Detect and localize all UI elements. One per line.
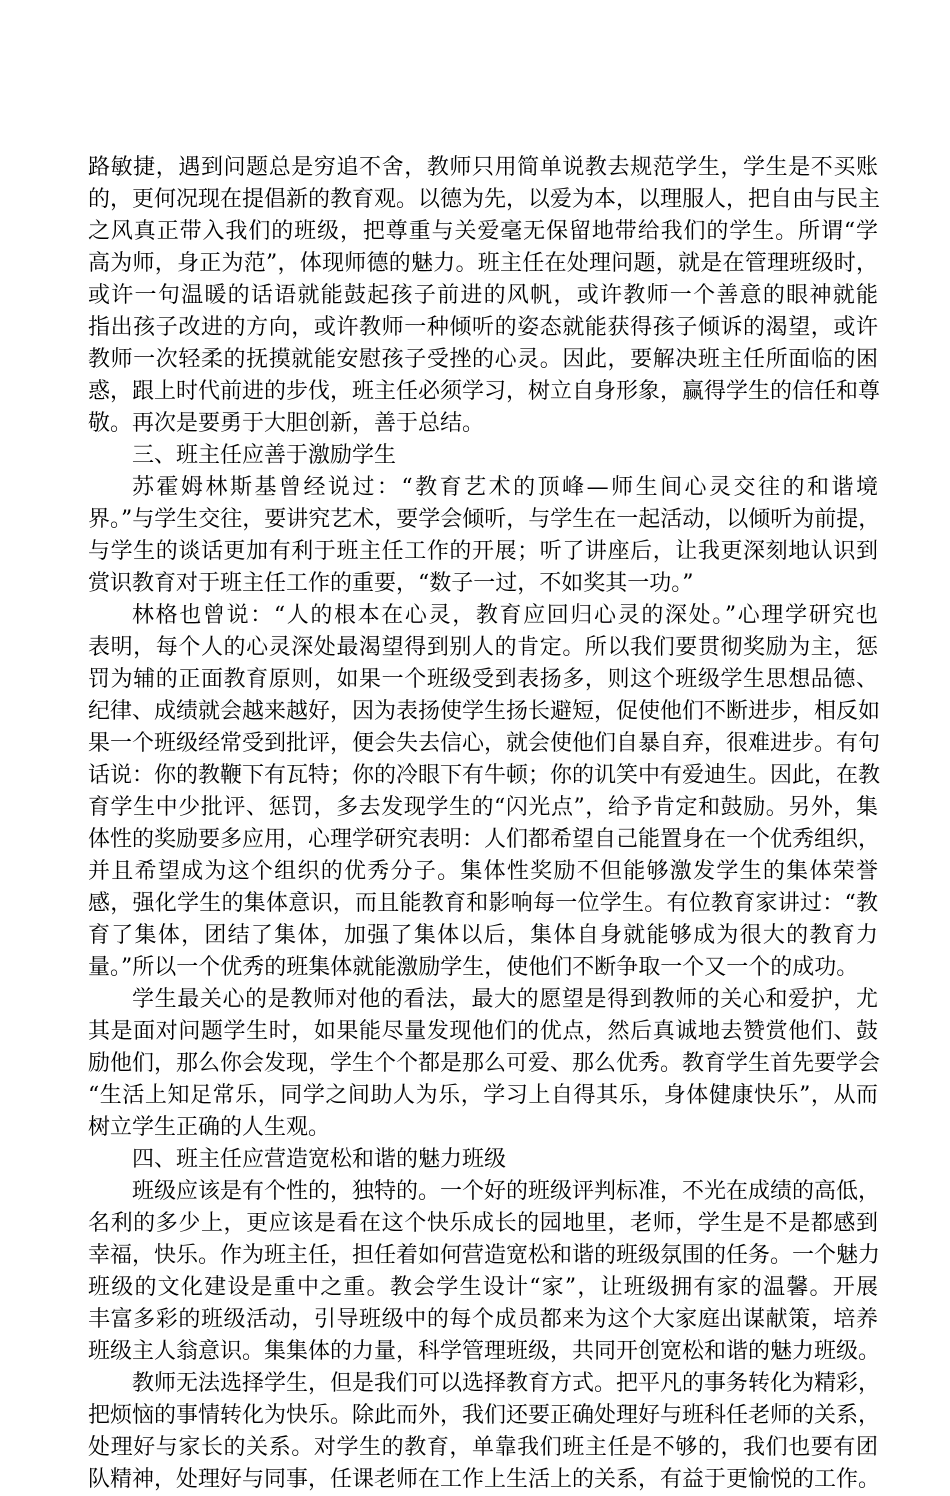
text-line: 体性的奖励要多应用，心理学研究表明：人们都希望自己能置身在一个优秀组织， — [88, 827, 881, 852]
text-line: 励他们，那么你会发现，学生个个都是那么可爱、那么优秀。教育学生首先要学会 — [88, 1051, 881, 1076]
text-line: 四、班主任应营造宽松和谐的魅力班级 — [132, 1147, 507, 1172]
text-line: 队精神，处理好与同事，任课老师在工作上生活上的关系，有益于更愉悦的工作。 — [88, 1467, 881, 1492]
text-line: 话说：你的教鞭下有瓦特；你的冷眼下有牛顿；你的讥笑中有爱迪生。因此，在教 — [88, 763, 881, 788]
text-line: 惑，跟上时代前进的步伐，班主任必须学习，树立自身形象，赢得学生的信任和尊 — [88, 379, 881, 404]
text-line: 界。”与学生交往，要讲究艺术，要学会倾听，与学生在一起活动，以倾听为前提， — [88, 507, 881, 532]
document-page — [88, 152, 881, 1496]
text-line: 把烦恼的事情转化为快乐。除此而外，我们还要正确处理好与班科任老师的关系， — [88, 1403, 881, 1428]
text-line: 量。”所以一个优秀的班集体就能激励学生，使他们不断争取一个又一个的成功。 — [88, 955, 859, 980]
text-line: 班级的文化建设是重中之重。教会学生设计“家”，让班级拥有家的温馨。开展 — [88, 1275, 878, 1300]
text-line: “生活上知足常乐，同学之间助人为乐，学习上自得其乐，身体健康快乐”，从而 — [88, 1083, 878, 1108]
text-line: 幸福，快乐。作为班主任，担任着如何营造宽松和谐的班级氛围的任务。一个魅力 — [88, 1243, 881, 1268]
text-line: 的，更何况现在提倡新的教育观。以德为先，以爱为本，以理服人，把自由与民主 — [88, 187, 881, 212]
text-line: 班级主人翁意识。集集体的力量，科学管理班级，共同开创宽松和谐的魅力班级。 — [88, 1339, 881, 1364]
text-line: 纪律、成绩就会越来越好，因为表扬使学生扬长避短，促使他们不断进步，相反如 — [88, 699, 881, 724]
text-line: 之风真正带入我们的班级，把尊重与关爱毫无保留地带给我们的学生。所谓“学 — [88, 219, 878, 244]
text-line: 果一个班级经常受到批评，便会失去信心，就会使他们自暴自弃，很难进步。有句 — [88, 731, 881, 756]
text-line: 敬。再次是要勇于大胆创新，善于总结。 — [88, 411, 485, 436]
text-line: 指出孩子改进的方向，或许教师一种倾听的姿态就能获得孩子倾诉的渴望，或许 — [88, 315, 878, 340]
text-line: 处理好与家长的关系。对学生的教育，单靠我们班主任是不够的，我们也要有团 — [88, 1435, 878, 1460]
text-line: 树立学生正确的人生观。 — [88, 1115, 331, 1140]
text-line: 其是面对问题学生时，如果能尽量发现他们的优点，然后真诚地去赞赏他们、鼓 — [88, 1019, 878, 1044]
text-line: 感，强化学生的集体意识，而且能教育和影响每一位学生。有位教育家讲过：“教 — [88, 891, 878, 916]
text-line: 丰富多彩的班级活动，引导班级中的每个成员都来为这个大家庭出谋献策，培养 — [88, 1307, 878, 1332]
text-line: 高为师，身正为范”，体现师德的魅力。班主任在处理问题，就是在管理班级时， — [88, 251, 878, 276]
text-line: 林格也曾说：“人的根本在心灵，教育应回归心灵的深处。”心理学研究也 — [132, 603, 878, 628]
text-line: 三、班主任应善于激励学生 — [132, 443, 397, 468]
text-line: 育了集体，团结了集体，加强了集体以后，集体自身就能够成为很大的教育力 — [88, 923, 878, 948]
text-line: 班级应该是有个性的，独特的。一个好的班级评判标准，不光在成绩的高低， — [132, 1179, 881, 1204]
text-line: 表明，每个人的心灵深处最渴望得到别人的肯定。所以我们要贯彻奖励为主，惩 — [88, 635, 878, 660]
text-line: 并且希望成为这个组织的优秀分子。集体性奖励不但能够激发学生的集体荣誉 — [88, 859, 878, 884]
text-line: 路敏捷，遇到问题总是穷追不舍，教师只用简单说教去规范学生，学生是不买账 — [88, 155, 878, 180]
text-line: 或许一句温暖的话语就能鼓起孩子前进的风帆，或许教师一个善意的眼神就能 — [88, 283, 878, 308]
text-line: 育学生中少批评、惩罚，多去发现学生的“闪光点”，给予肯定和鼓励。另外，集 — [88, 795, 878, 820]
text-line: 名利的多少上，更应该是看在这个快乐成长的园地里，老师，学生是不是都感到 — [88, 1211, 878, 1236]
text-line: 罚为辅的正面教育原则，如果一个班级受到表扬多，则这个班级学生思想品德、 — [88, 667, 878, 692]
text-line: 与学生的谈话更加有利于班主任工作的开展；听了讲座后，让我更深刻地认识到 — [88, 539, 878, 564]
text-line: 赏识教育对于班主任工作的重要，“数子一过，不如奖其一功。” — [88, 571, 694, 596]
text-line: 苏霍姆林斯基曾经说过：“教育艺术的顶峰—师生间心灵交往的和谐境 — [132, 475, 878, 500]
text-line: 教师一次轻柔的抚摸就能安慰孩子受挫的心灵。因此，要解决班主任所面临的困 — [88, 347, 878, 372]
text-line: 学生最关心的是教师对他的看法，最大的愿望是得到教师的关心和爱护，尤 — [132, 987, 878, 1012]
text-line: 教师无法选择学生，但是我们可以选择教育方式。把平凡的事务转化为精彩， — [132, 1371, 881, 1396]
